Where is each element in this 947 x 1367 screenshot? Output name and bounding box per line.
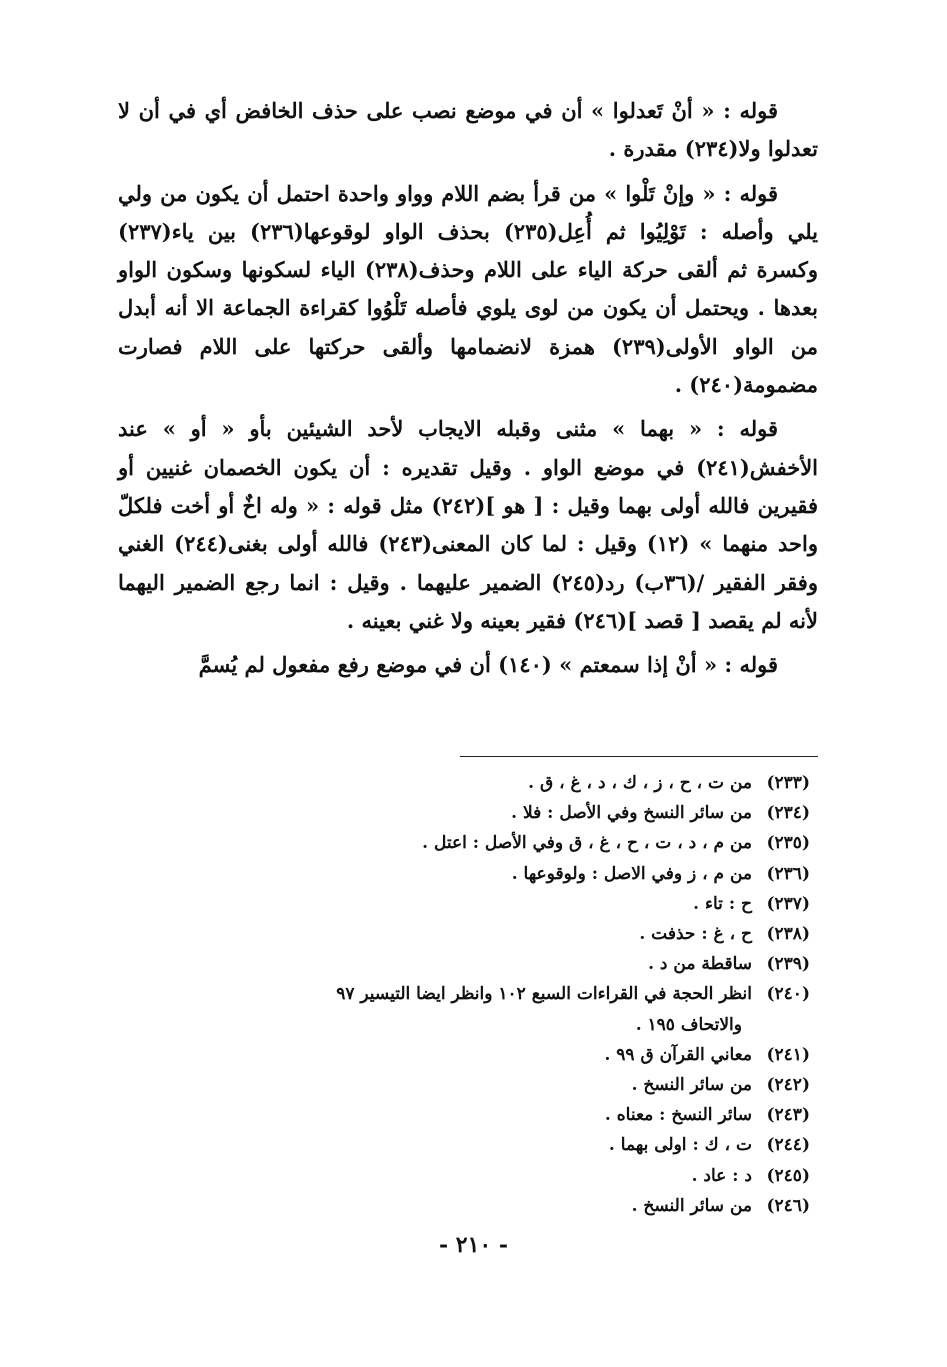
footnote-text: انظر الحجة في القراءات السبع ١٠٢ وانظر ايضا التيسير ٩٧ [336, 984, 752, 1005]
paragraph: قوله : « وإنْ تَلْوا » من قرأ بضم اللام وواو واحدة احتمل أن يكون من ولي يلي وأصله : تَوْلِيُوا ثم أُعِل(٢٣٥) بحذف الواو لوقوعها(٢٣٦) بين ياء(٢٣٧) وكسرة ثم ألقى حركة الياء على اللام وحذف(٢٣٨) الياء لسكونها وسكون الواو بعدها . ويحتمل أن يكون من لوى يلوي فأصله تَلْوُوا كقراءة الجماعة الا أنه أبدل من الواو الأولى(٢٣٩) همزة لانضمامها وألقى حركتها على اللام فصارت مضمومة(٢٤٠) . [118, 180, 819, 398]
footnote-text: سائر النسخ : معناه . [604, 1105, 752, 1126]
footnote [110, 919, 810, 949]
main-text [118, 92, 818, 690]
footnote [110, 859, 810, 889]
footnote-number: (٢٤٥) [766, 1165, 810, 1186]
page-number: - ٢١٠ - [438, 1232, 509, 1258]
footnote-continuation: والاتحاف ١٩٥ . [635, 1014, 742, 1035]
footnote-text: من ت ، ح ، ز ، ك ، د ، غ ، ق . [528, 773, 752, 793]
footnote [110, 798, 810, 828]
footnote-number: (٢٣٧) [766, 893, 810, 914]
footnote-text: معاني القرآن ق ٩٩ . [604, 1044, 752, 1065]
footnote [110, 1161, 810, 1191]
footnote-number: (٢٣٦) [766, 863, 810, 884]
paragraph: قوله : « أنْ إذا سمعتم » (١٤٠) أن في موضع رفع مفعول لم يُسمَّ [198, 652, 778, 678]
footnote-number: (٢٣٥) [766, 833, 810, 854]
footnote-text: د : عاد . [691, 1165, 752, 1186]
footnote-text: من م ، ز وفي الاصل : ولوقوعها . [511, 863, 752, 884]
footnote-number: (٢٣٩) [766, 954, 810, 975]
footnote-number: (٢٤٤) [766, 1135, 810, 1156]
footnote-number: (٢٣٨) [766, 924, 810, 945]
footnote-number: (٢٤٢) [766, 1075, 810, 1096]
footnote-number: (٢٣٤) [766, 803, 810, 824]
footnote [110, 768, 810, 798]
paragraph: قوله : « أنْ تَعدلوا » أن في موضع نصب على حذف الخافض أي في أن لا تعدلوا ولا(٢٣٤) مقدرة . [118, 98, 818, 162]
paragraph: قوله : « بهما » مثنى وقبله الايجاب لأحد الشيئين بأو « أو » عند الأخفش(٢٤١) في موضع الواو . وقيل تقديره : أن يكون الخصمان غنيين أو فقيرين فالله أولى بهما وقيل : [ هو ](٢٤٢) مثل قوله : « وله اخٌ أو أخت فلكلّ واحد منهما » (١٢) وقيل : لما كان المعنى(٢٤٣) فالله أولى بغنى(٢٤٤) الغني وفقر الفقير /(٣٦ب) رد(٢٤٥) الضمير عليهما . وقيل : انما رجع الضمير اليهما لأنه لم يقصد [ قصد ](٢٤٦) فقير بعينه ولا غني بعينه . [118, 416, 819, 633]
footnote [110, 949, 810, 979]
footnote-number: (٢٤١) [766, 1044, 810, 1065]
footnote [110, 1070, 810, 1100]
footnote-text: ساقطة من د . [648, 954, 752, 975]
footnote [110, 889, 810, 919]
footnote [110, 1040, 810, 1070]
footnote-number: (٢٤٠) [766, 984, 810, 1005]
footnote [110, 979, 810, 1039]
footnote-text: من سائر النسخ . [631, 1075, 752, 1096]
footnote-number: (٢٤٣) [766, 1105, 810, 1126]
footnote-text: ح : تاء . [693, 893, 752, 914]
footnote [110, 1100, 810, 1130]
footnote-text: من سائر النسخ . [631, 1195, 752, 1216]
footnote [110, 828, 810, 858]
footnote-number: (٢٤٦) [766, 1195, 810, 1216]
footnote-text: ت ، ك : اولى بهما . [608, 1135, 752, 1156]
footnote [110, 1191, 810, 1221]
footnote-text: من م ، د ، ت ، ح ، غ ، ق وفي الأصل : اعتل . [422, 833, 752, 854]
footnote-text: من سائر النسخ وفي الأصل : فلا . [511, 803, 752, 824]
footnotes [110, 768, 810, 1221]
footnote-divider [460, 756, 818, 757]
footnote-number: (٢٣٣) [766, 773, 810, 793]
footnote [110, 1130, 810, 1160]
footnote-text: ح ، غ : حذفت . [639, 924, 752, 945]
